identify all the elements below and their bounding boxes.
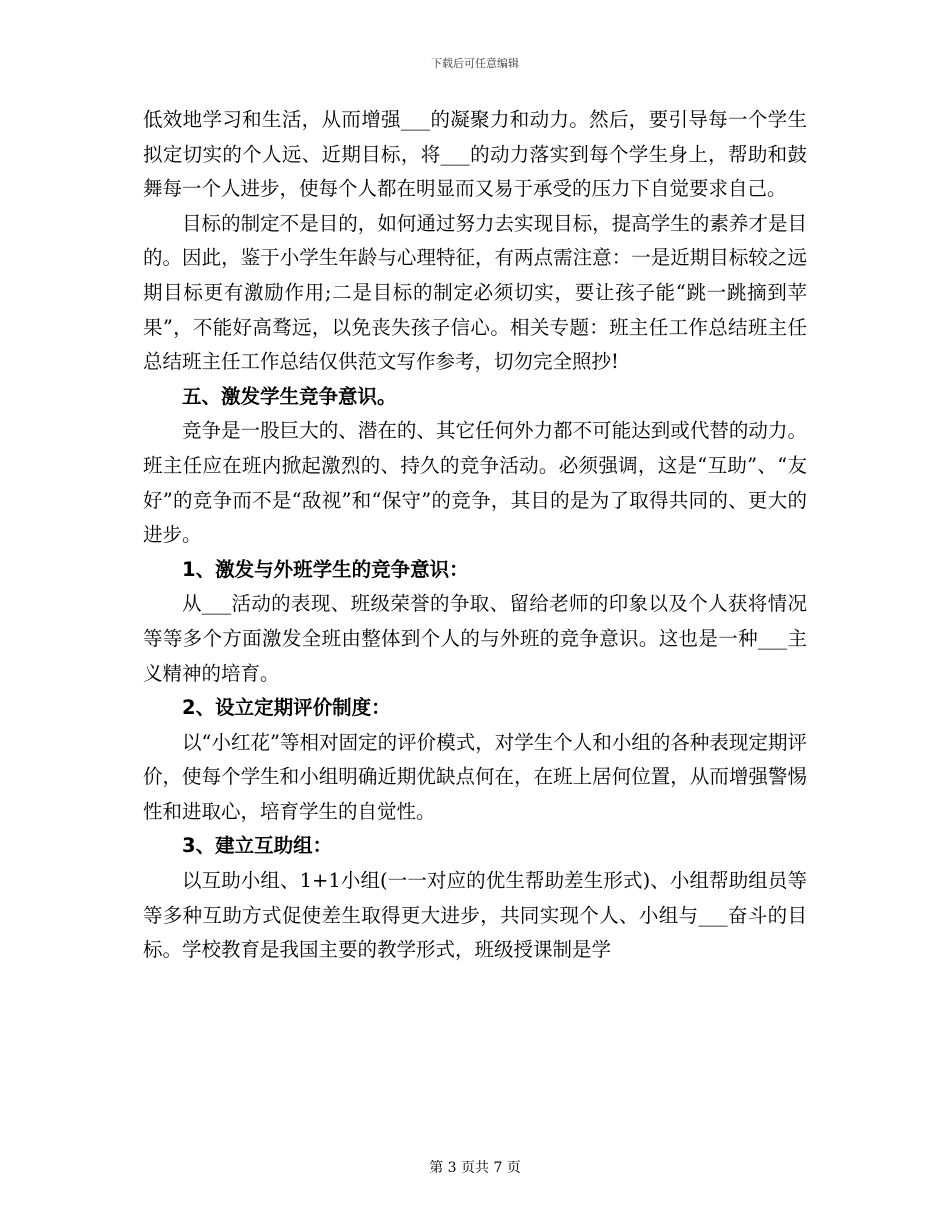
section-heading-5: 五、激发学生竞争意识。 xyxy=(182,384,397,408)
paragraph-5: 以“小红花”等相对固定的评价模式，对学生个人和小组的各种表现定期评价，使每个学生和小组明确近期优缺点何在，在班上居何位置，从而增强警惕性和进取心，培育学生的自觉性。 xyxy=(143,730,807,823)
paragraph-2: 目标的制定不是目的，如何通过努力去实现目标，提高学生的素养才是目的。因此，鉴于小学生年龄与心理特征，有两点需注意：一是近期目标较之远期目标更有激励作用;二是目标的制定必须切实，要让孩子能“跳一跳摘到苹果”，不能好高骛远，以免丧失孩子信心。相关专题：班主任工作总结班主任总结班主任工作总结仅供范文写作参考，切勿完全照抄! xyxy=(143,211,807,374)
page-footer: 第 3 页共 7 页 xyxy=(429,1160,521,1176)
subheading-2: 2、设立定期评价制度： xyxy=(182,696,391,720)
paragraph-4: 从___活动的表现、班级荣誉的争取、留给老师的印象以及个人获将情况等等多个方面激发全班由整体到个人的与外班的竞争意识。这也是一种___主义精神的培育。 xyxy=(143,592,807,685)
subheading-3: 3、建立互助组： xyxy=(182,834,333,858)
page-header: 下载后可任意编辑 xyxy=(431,57,519,70)
paragraph-1: 低效地学习和生活，从而增强___的凝聚力和动力。然后，要引导每一个学生拟定切实的个人远、近期目标，将___的动力落实到每个学生身上，帮助和鼓舞每一个人进步，使每个人都在明显而又易于承受的压力下自觉要求自己。 xyxy=(143,108,807,201)
subheading-1: 1、激发与外班学生的竞争意识： xyxy=(182,557,469,581)
paragraph-3: 竞争是一股巨大的、潜在的、其它任何外力都不可能达到或代替的动力。班主任应在班内掀起激烈的、持久的竞争活动。必须强调，这是“互助”、“友好”的竞争而不是“敌视”和“保守”的竞争，其目的是为了取得共同的、更大的进步。 xyxy=(143,419,807,547)
paragraph-6: 以互助小组、1+1小组(一一对应的优生帮助差生形式)、小组帮助组员等等多种互助方式促使差生取得更大进步，共同实现个人、小组与___奋斗的目标。学校教育是我国主要的教学形式，班级授课制是学 xyxy=(143,869,807,962)
document-body xyxy=(143,103,807,968)
